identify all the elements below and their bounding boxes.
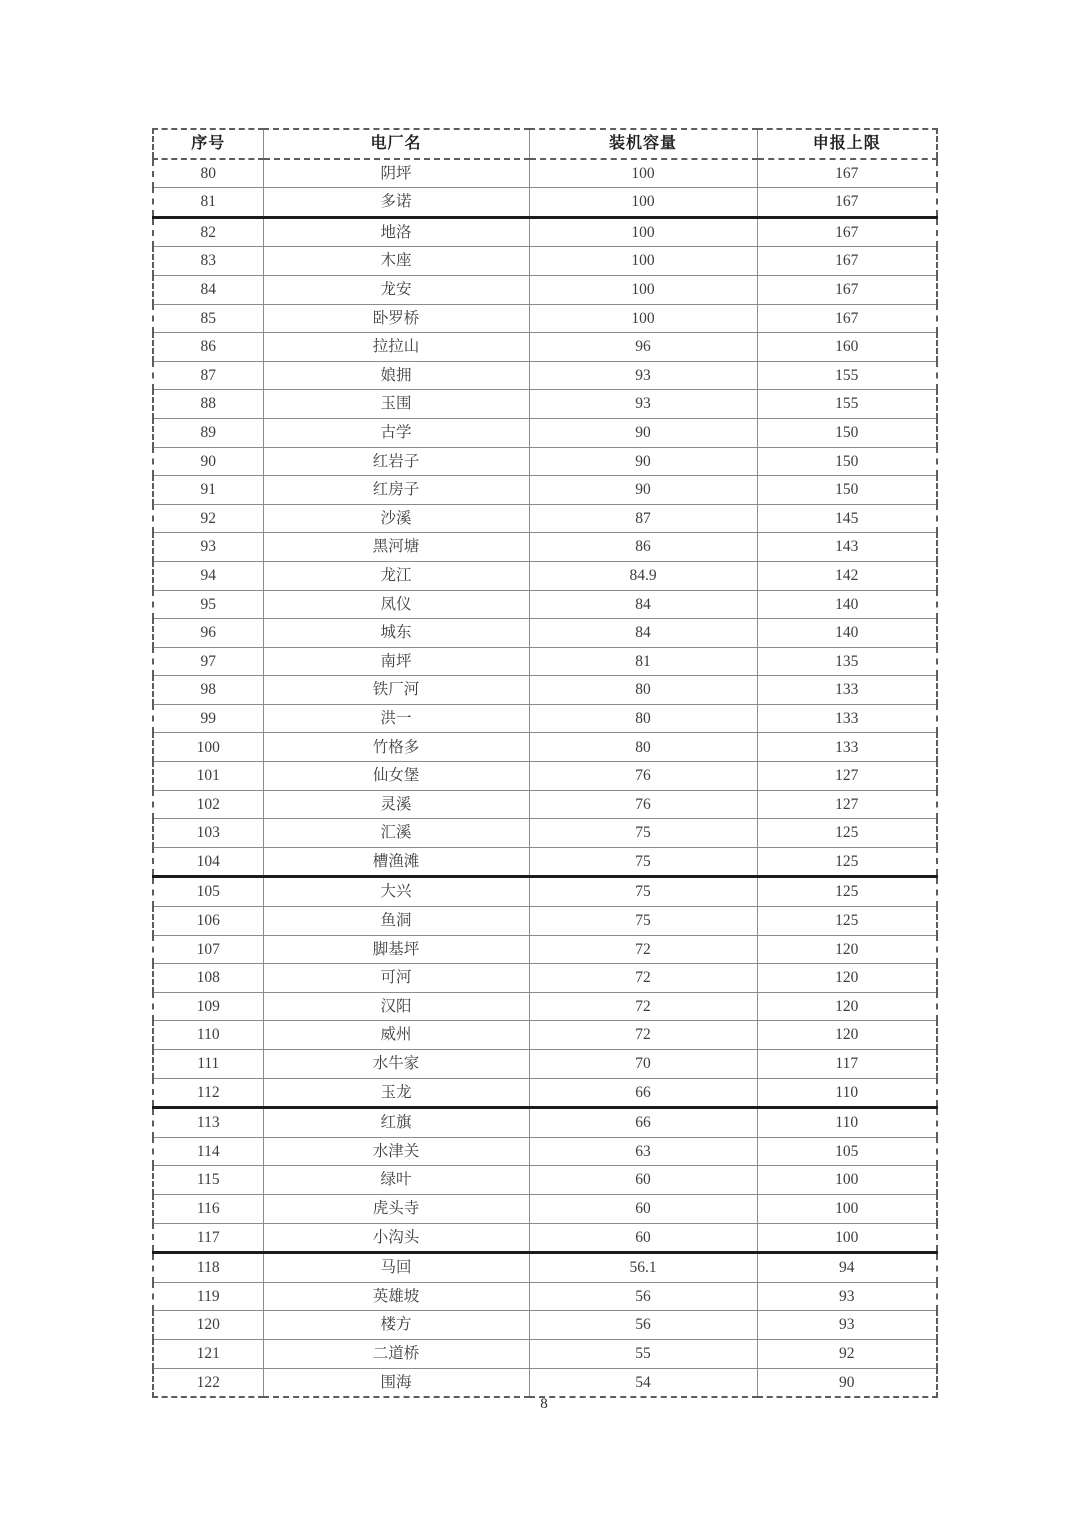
cell-declared-upper-limit: 135 [757,647,937,676]
cell-plant-name: 威州 [263,1021,529,1050]
cell-serial-number: 106 [153,907,263,936]
cell-installed-capacity: 70 [529,1050,757,1079]
cell-serial-number: 116 [153,1194,263,1223]
table-row [153,188,937,218]
table-row [153,935,937,964]
header-cell-capacity: 装机容量 [529,129,757,159]
cell-serial-number: 93 [153,533,263,562]
table-row [153,1137,937,1166]
cell-installed-capacity: 66 [529,1078,757,1108]
cell-declared-upper-limit: 120 [757,992,937,1021]
table-row [153,590,937,619]
header-cell-no: 序号 [153,129,263,159]
cell-plant-name: 洪一 [263,704,529,733]
table-row [153,561,937,590]
cell-serial-number: 89 [153,418,263,447]
cell-installed-capacity: 72 [529,992,757,1021]
cell-declared-upper-limit: 155 [757,390,937,419]
cell-plant-name: 红岩子 [263,447,529,476]
table-row [153,907,937,936]
table-row [153,361,937,390]
cell-plant-name: 龙安 [263,275,529,304]
cell-plant-name: 汇溪 [263,819,529,848]
cell-installed-capacity: 56 [529,1282,757,1311]
cell-plant-name: 小沟头 [263,1223,529,1253]
table-row [153,1253,937,1283]
cell-installed-capacity: 60 [529,1194,757,1223]
cell-installed-capacity: 100 [529,304,757,333]
cell-installed-capacity: 75 [529,847,757,877]
cell-serial-number: 94 [153,561,263,590]
cell-declared-upper-limit: 160 [757,333,937,362]
table-row [153,476,937,505]
cell-serial-number: 113 [153,1108,263,1138]
header-cell-name: 电厂名 [263,129,529,159]
table-body [153,159,937,1398]
cell-plant-name: 城东 [263,619,529,648]
cell-installed-capacity: 100 [529,275,757,304]
cell-installed-capacity: 75 [529,819,757,848]
cell-installed-capacity: 63 [529,1137,757,1166]
cell-declared-upper-limit: 133 [757,704,937,733]
cell-serial-number: 101 [153,762,263,791]
cell-serial-number: 84 [153,275,263,304]
page-number: 8 [540,1396,548,1412]
cell-declared-upper-limit: 143 [757,533,937,562]
table-row [153,1050,937,1079]
cell-serial-number: 86 [153,333,263,362]
cell-plant-name: 槽渔滩 [263,847,529,877]
cell-installed-capacity: 93 [529,361,757,390]
cell-serial-number: 104 [153,847,263,877]
cell-declared-upper-limit: 150 [757,418,937,447]
cell-serial-number: 98 [153,676,263,705]
cell-serial-number: 109 [153,992,263,1021]
table-row [153,333,937,362]
cell-serial-number: 118 [153,1253,263,1283]
cell-declared-upper-limit: 125 [757,877,937,907]
table-row [153,992,937,1021]
cell-installed-capacity: 66 [529,1108,757,1138]
cell-serial-number: 95 [153,590,263,619]
cell-installed-capacity: 72 [529,1021,757,1050]
cell-declared-upper-limit: 110 [757,1108,937,1138]
table-row [153,1223,937,1253]
cell-installed-capacity: 80 [529,704,757,733]
cell-serial-number: 112 [153,1078,263,1108]
cell-installed-capacity: 100 [529,217,757,247]
cell-installed-capacity: 84 [529,619,757,648]
cell-installed-capacity: 90 [529,418,757,447]
cell-serial-number: 92 [153,504,263,533]
table-row [153,304,937,333]
cell-plant-name: 南坪 [263,647,529,676]
cell-installed-capacity: 86 [529,533,757,562]
cell-plant-name: 凤仪 [263,590,529,619]
cell-declared-upper-limit: 120 [757,935,937,964]
cell-serial-number: 108 [153,964,263,993]
cell-declared-upper-limit: 90 [757,1368,937,1397]
table-row [153,733,937,762]
table-row [153,790,937,819]
cell-plant-name: 木座 [263,247,529,276]
cell-plant-name: 娘拥 [263,361,529,390]
cell-plant-name: 大兴 [263,877,529,907]
cell-serial-number: 96 [153,619,263,648]
cell-plant-name: 水牛家 [263,1050,529,1079]
cell-serial-number: 111 [153,1050,263,1079]
cell-declared-upper-limit: 127 [757,790,937,819]
cell-serial-number: 105 [153,877,263,907]
cell-plant-name: 红旗 [263,1108,529,1138]
cell-declared-upper-limit: 94 [757,1253,937,1283]
cell-plant-name: 卧罗桥 [263,304,529,333]
cell-installed-capacity: 76 [529,790,757,819]
cell-plant-name: 玉龙 [263,1078,529,1108]
cell-plant-name: 多诺 [263,188,529,218]
cell-installed-capacity: 100 [529,247,757,276]
cell-installed-capacity: 84.9 [529,561,757,590]
cell-declared-upper-limit: 167 [757,188,937,218]
cell-plant-name: 灵溪 [263,790,529,819]
cell-serial-number: 107 [153,935,263,964]
cell-serial-number: 120 [153,1311,263,1340]
cell-serial-number: 121 [153,1339,263,1368]
table-row [153,504,937,533]
cell-installed-capacity: 96 [529,333,757,362]
cell-declared-upper-limit: 140 [757,590,937,619]
cell-plant-name: 龙江 [263,561,529,590]
cell-serial-number: 83 [153,247,263,276]
table-row [153,676,937,705]
cell-installed-capacity: 84 [529,590,757,619]
cell-declared-upper-limit: 120 [757,1021,937,1050]
table-row [153,275,937,304]
cell-declared-upper-limit: 92 [757,1339,937,1368]
table-row [153,1339,937,1368]
cell-plant-name: 脚基坪 [263,935,529,964]
cell-installed-capacity: 100 [529,188,757,218]
table-row [153,964,937,993]
cell-declared-upper-limit: 167 [757,247,937,276]
cell-plant-name: 铁厂河 [263,676,529,705]
cell-plant-name: 绿叶 [263,1166,529,1195]
cell-declared-upper-limit: 150 [757,476,937,505]
cell-installed-capacity: 87 [529,504,757,533]
table-header-row [153,129,937,159]
cell-serial-number: 82 [153,217,263,247]
cell-declared-upper-limit: 142 [757,561,937,590]
table-row [153,1368,937,1397]
cell-plant-name: 地洛 [263,217,529,247]
cell-plant-name: 虎头寺 [263,1194,529,1223]
cell-serial-number: 110 [153,1021,263,1050]
cell-serial-number: 90 [153,447,263,476]
table-row [153,619,937,648]
cell-serial-number: 102 [153,790,263,819]
cell-installed-capacity: 81 [529,647,757,676]
table-row [153,819,937,848]
table-row [153,762,937,791]
cell-plant-name: 可河 [263,964,529,993]
cell-declared-upper-limit: 100 [757,1166,937,1195]
cell-declared-upper-limit: 125 [757,819,937,848]
cell-declared-upper-limit: 167 [757,304,937,333]
cell-plant-name: 玉围 [263,390,529,419]
power-plant-table [152,128,938,1398]
cell-installed-capacity: 76 [529,762,757,791]
cell-installed-capacity: 93 [529,390,757,419]
cell-declared-upper-limit: 155 [757,361,937,390]
cell-plant-name: 水津关 [263,1137,529,1166]
cell-plant-name: 汉阳 [263,992,529,1021]
cell-serial-number: 85 [153,304,263,333]
cell-serial-number: 117 [153,1223,263,1253]
table-row [153,418,937,447]
table-row [153,877,937,907]
cell-plant-name: 英雄坡 [263,1282,529,1311]
cell-installed-capacity: 75 [529,907,757,936]
cell-plant-name: 鱼洞 [263,907,529,936]
cell-serial-number: 97 [153,647,263,676]
cell-declared-upper-limit: 127 [757,762,937,791]
cell-declared-upper-limit: 125 [757,907,937,936]
cell-declared-upper-limit: 167 [757,159,937,188]
cell-declared-upper-limit: 133 [757,676,937,705]
cell-installed-capacity: 100 [529,159,757,188]
cell-plant-name: 竹格多 [263,733,529,762]
cell-installed-capacity: 90 [529,447,757,476]
cell-declared-upper-limit: 133 [757,733,937,762]
table-row [153,847,937,877]
cell-installed-capacity: 80 [529,733,757,762]
cell-declared-upper-limit: 120 [757,964,937,993]
cell-plant-name: 围海 [263,1368,529,1397]
cell-plant-name: 阴坪 [263,159,529,188]
cell-serial-number: 88 [153,390,263,419]
cell-serial-number: 100 [153,733,263,762]
cell-serial-number: 103 [153,819,263,848]
cell-declared-upper-limit: 145 [757,504,937,533]
cell-installed-capacity: 55 [529,1339,757,1368]
cell-installed-capacity: 54 [529,1368,757,1397]
cell-installed-capacity: 60 [529,1166,757,1195]
table-row [153,1078,937,1108]
table-row [153,1108,937,1138]
cell-plant-name: 黑河塘 [263,533,529,562]
cell-declared-upper-limit: 93 [757,1282,937,1311]
cell-serial-number: 80 [153,159,263,188]
cell-serial-number: 114 [153,1137,263,1166]
table-row [153,647,937,676]
cell-installed-capacity: 90 [529,476,757,505]
cell-declared-upper-limit: 93 [757,1311,937,1340]
cell-plant-name: 楼方 [263,1311,529,1340]
cell-plant-name: 拉拉山 [263,333,529,362]
table-row [153,1282,937,1311]
cell-declared-upper-limit: 125 [757,847,937,877]
table-row [153,704,937,733]
cell-serial-number: 122 [153,1368,263,1397]
cell-declared-upper-limit: 105 [757,1137,937,1166]
cell-installed-capacity: 56 [529,1311,757,1340]
cell-serial-number: 119 [153,1282,263,1311]
table-row [153,1194,937,1223]
table-row [153,390,937,419]
table-row [153,1021,937,1050]
cell-declared-upper-limit: 150 [757,447,937,476]
cell-plant-name: 马回 [263,1253,529,1283]
cell-installed-capacity: 60 [529,1223,757,1253]
cell-serial-number: 99 [153,704,263,733]
table-row [153,247,937,276]
table-row [153,533,937,562]
table-row [153,1166,937,1195]
cell-serial-number: 81 [153,188,263,218]
cell-installed-capacity: 72 [529,964,757,993]
cell-installed-capacity: 56.1 [529,1253,757,1283]
table-row [153,1311,937,1340]
cell-serial-number: 115 [153,1166,263,1195]
cell-plant-name: 仙女堡 [263,762,529,791]
table-row [153,159,937,188]
cell-installed-capacity: 80 [529,676,757,705]
cell-plant-name: 二道桥 [263,1339,529,1368]
cell-plant-name: 沙溪 [263,504,529,533]
table-row [153,447,937,476]
cell-declared-upper-limit: 110 [757,1078,937,1108]
cell-installed-capacity: 72 [529,935,757,964]
cell-plant-name: 古学 [263,418,529,447]
cell-installed-capacity: 75 [529,877,757,907]
cell-declared-upper-limit: 167 [757,217,937,247]
cell-declared-upper-limit: 100 [757,1223,937,1253]
cell-declared-upper-limit: 167 [757,275,937,304]
header-cell-limit: 申报上限 [757,129,937,159]
cell-declared-upper-limit: 117 [757,1050,937,1079]
cell-declared-upper-limit: 140 [757,619,937,648]
cell-declared-upper-limit: 100 [757,1194,937,1223]
cell-serial-number: 87 [153,361,263,390]
table-row [153,217,937,247]
cell-serial-number: 91 [153,476,263,505]
cell-plant-name: 红房子 [263,476,529,505]
